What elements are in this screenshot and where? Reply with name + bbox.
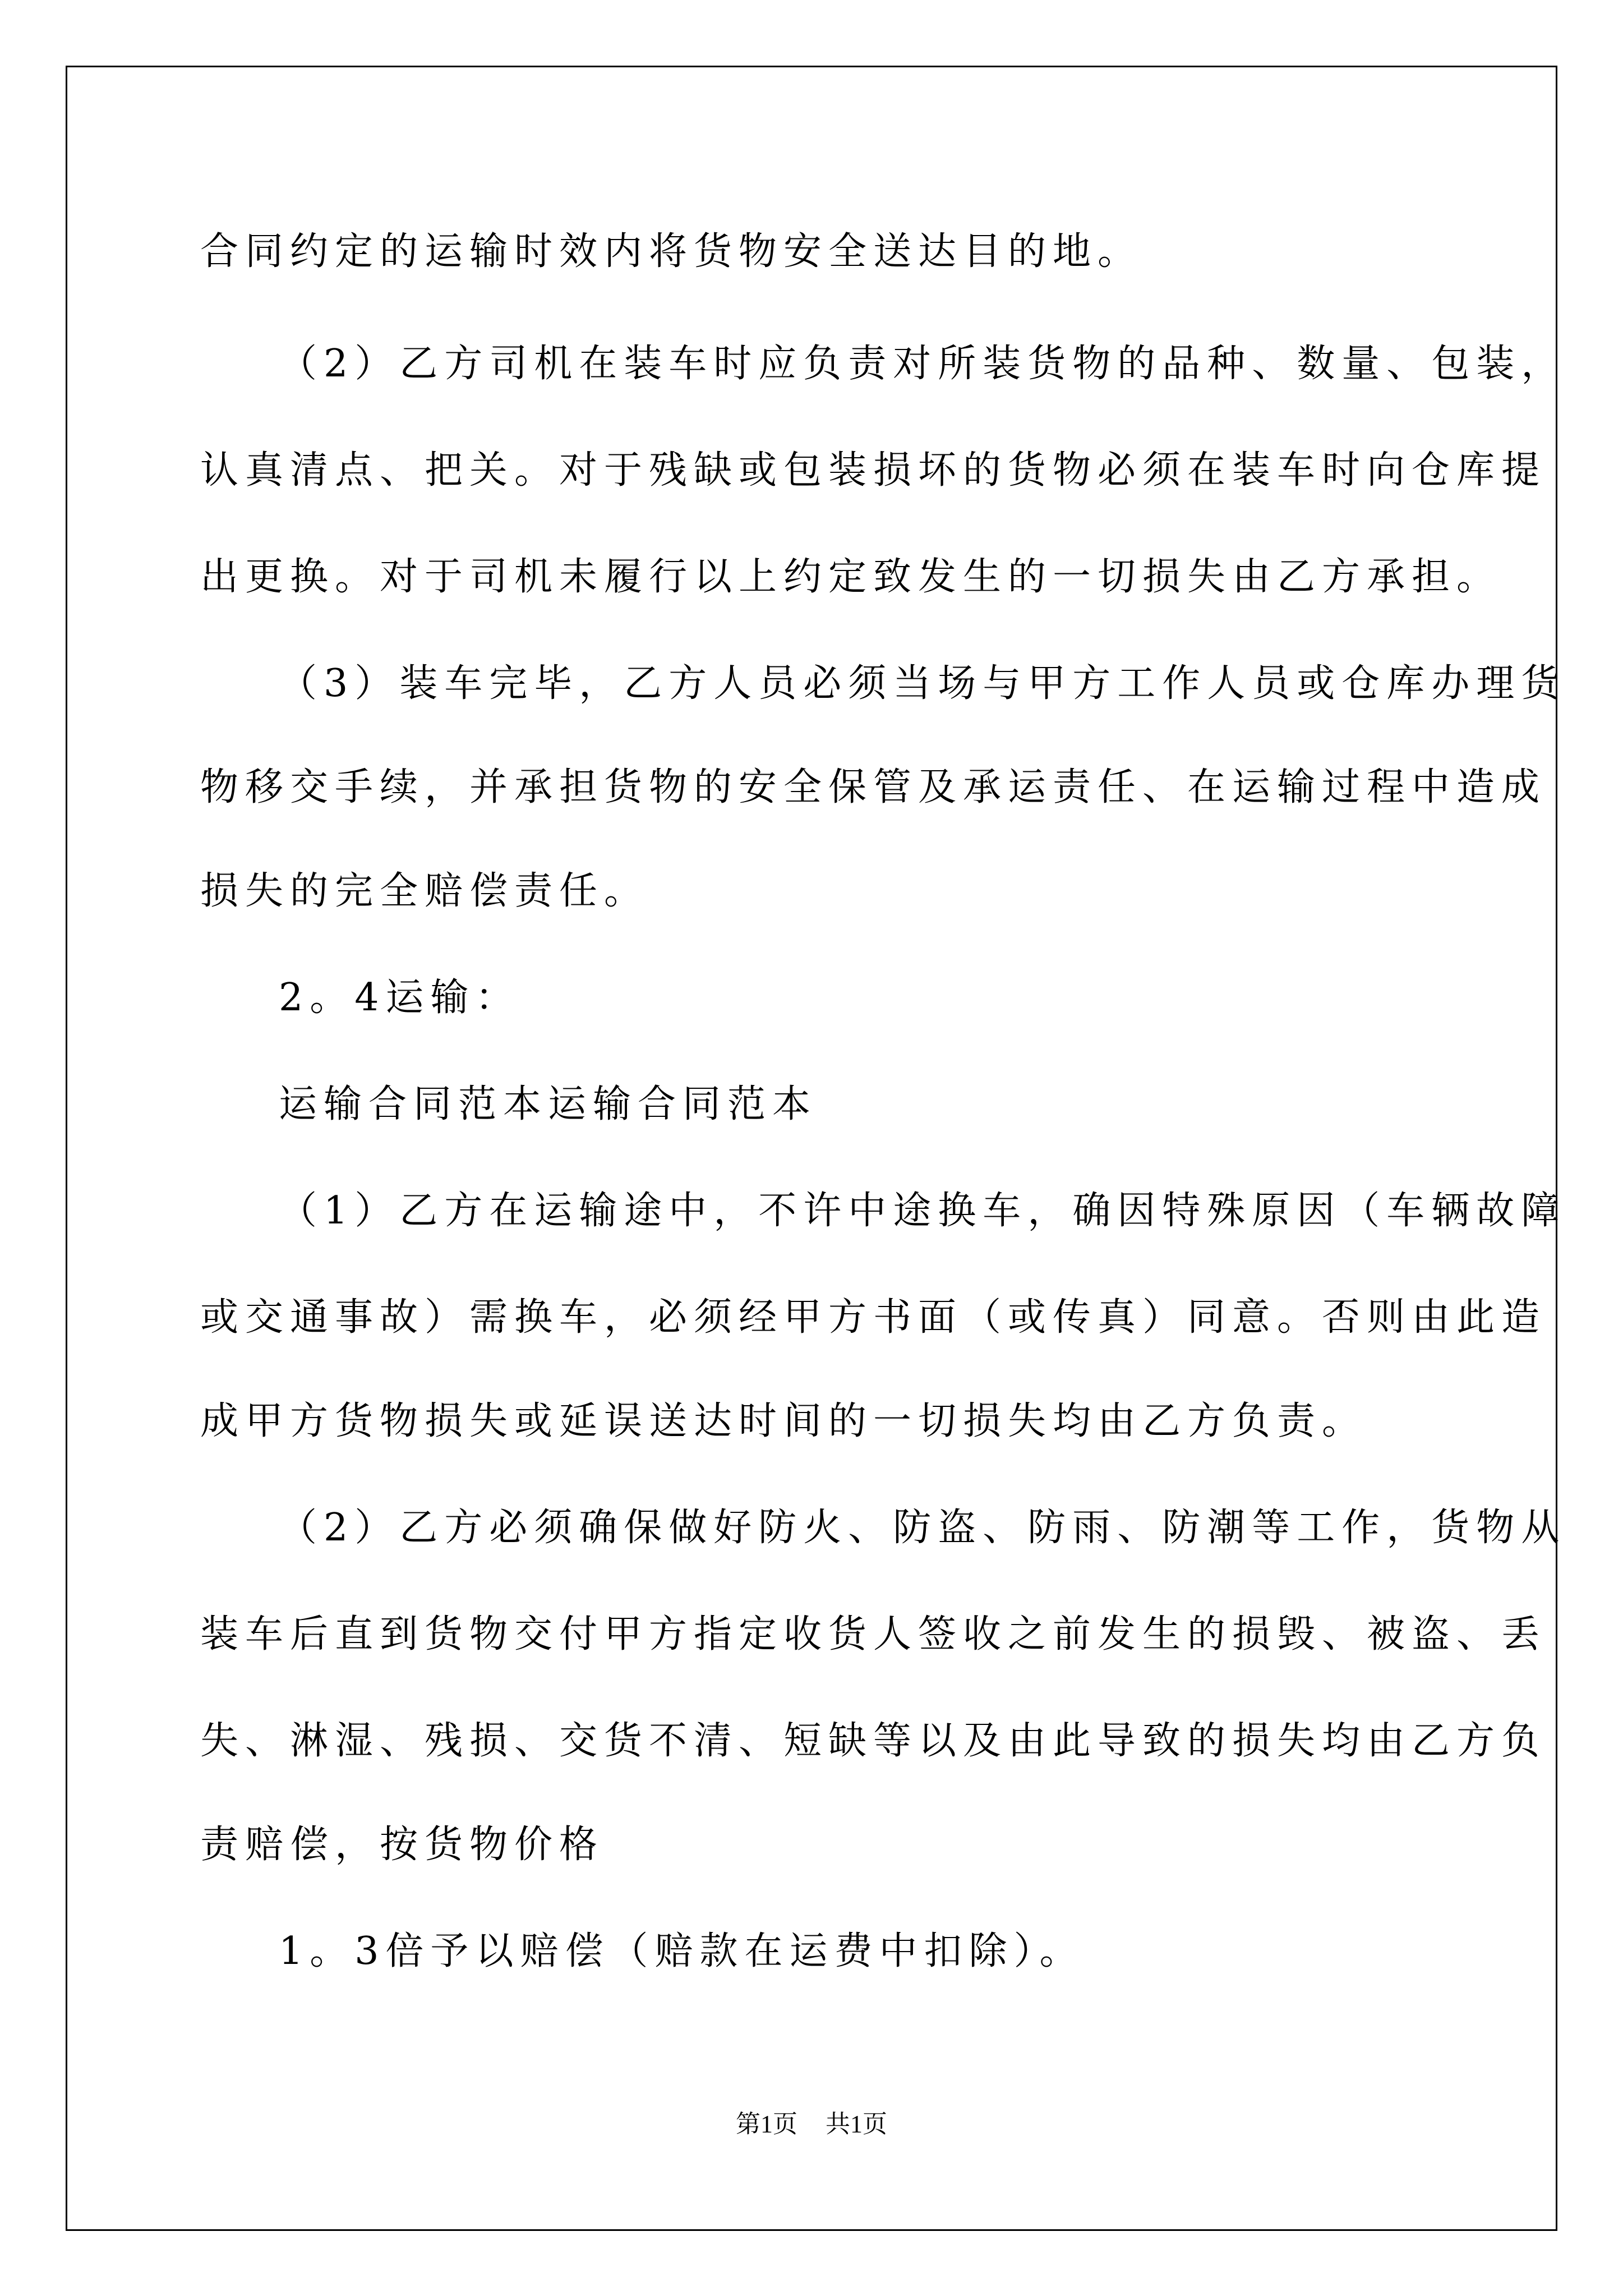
text-line: 装车后直到货物交付甲方指定收货人签收之前发生的损毁、被盗、丢 xyxy=(200,1612,1547,1657)
text-line: 合同约定的运输时效内将货物安全送达目的地。 xyxy=(200,229,1143,274)
page-footer xyxy=(0,2112,1623,2137)
page-total: 共1页 xyxy=(826,2110,887,2138)
text-line: 1。3倍予以赔偿（赔款在运费中扣除）。 xyxy=(279,1929,1085,1973)
section-heading: 2。4运输： xyxy=(279,976,520,1020)
text-line: 物移交手续，并承担货物的安全保管及承运责任、在运输过程中造成 xyxy=(200,765,1547,809)
text-line: （2）乙方必须确保做好防火、防盗、防雨、防潮等工作，货物从 xyxy=(279,1506,1566,1550)
page-border xyxy=(66,66,1557,2231)
text-line: 失、淋湿、残损、交货不清、短缺等以及由此导致的损失均由乙方负 xyxy=(200,1719,1547,1763)
text-line: （1）乙方在运输途中，不许中途换车，确因特殊原因（车辆故障 xyxy=(279,1189,1566,1233)
text-line: （2）乙方司机在装车时应负责对所装货物的品种、数量、包装， xyxy=(279,342,1566,386)
text-line: 认真清点、把关。对于残缺或包装损坏的货物必须在装车时向仓库提 xyxy=(200,448,1547,493)
text-line: 出更换。对于司机未履行以上约定致发生的一切损失由乙方承担。 xyxy=(200,555,1502,599)
text-line: 或交通事故）需换车，必须经甲方书面（或传真）同意。否则由此造 xyxy=(200,1295,1547,1340)
text-line: （3）装车完毕，乙方人员必须当场与甲方工作人员或仓库办理货 xyxy=(279,661,1566,706)
text-line: 责赔偿，按货物价格 xyxy=(200,1823,605,1867)
text-line: 成甲方货物损失或延误送达时间的一切损失均由乙方负责。 xyxy=(200,1399,1367,1443)
text-line: 运输合同范本运输合同范本 xyxy=(279,1082,818,1126)
text-line: 损失的完全赔偿责任。 xyxy=(200,869,649,913)
page-number: 第1页 xyxy=(736,2110,797,2138)
